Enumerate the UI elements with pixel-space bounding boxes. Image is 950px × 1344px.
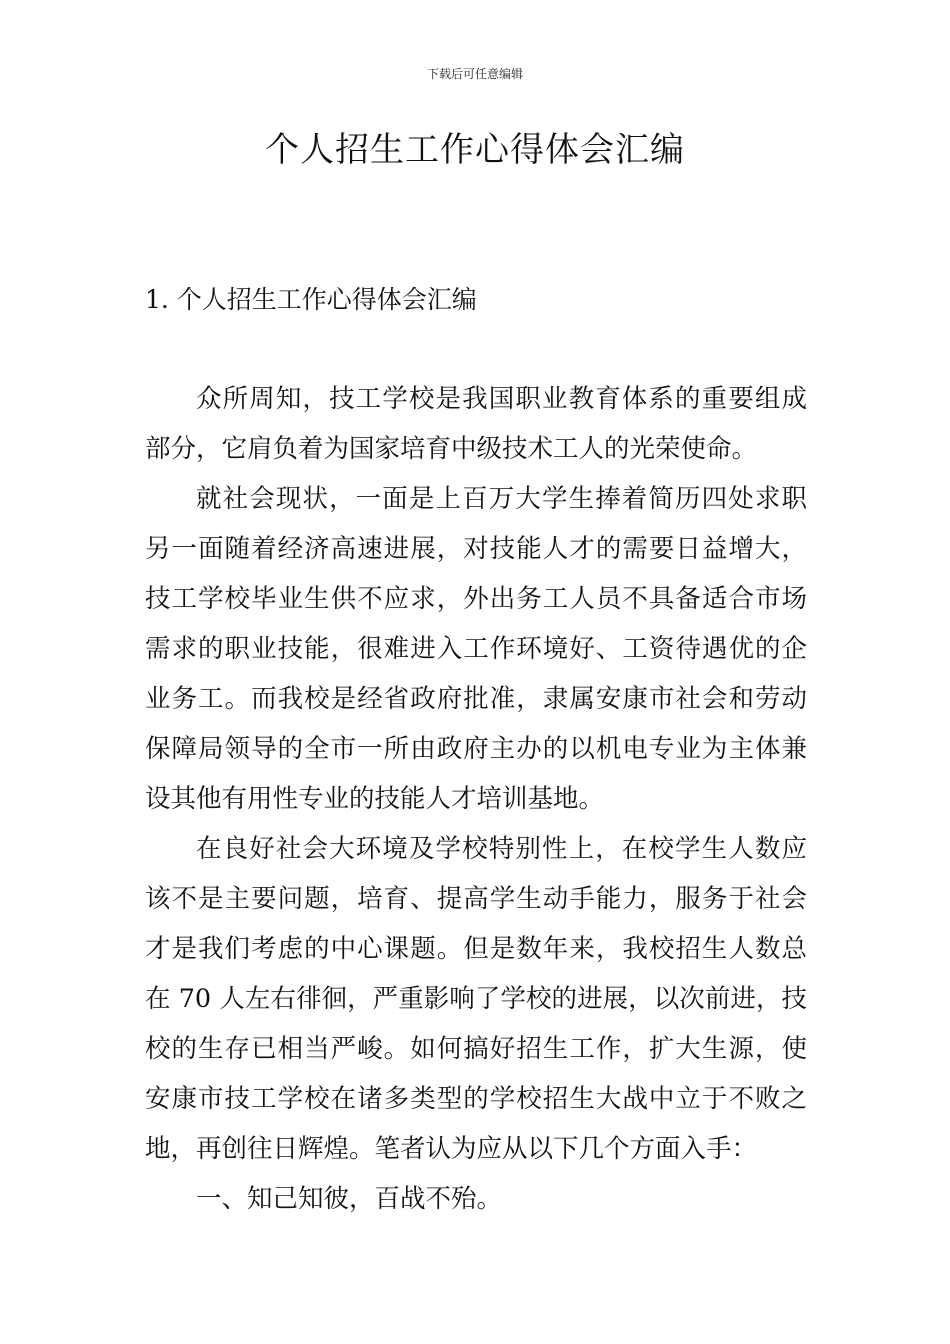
header-note: 下载后可任意编辑 [426, 67, 523, 81]
paragraph: 一、知己知彼，百战不殆。 [196, 1184, 503, 1214]
paragraph: 在良好社会大环境及学校特别性上，在校学生人数应该不是主要问题，培育、提高学生动手能力，服务于社会才是我们考虑的中心课题。但是数年来，我校招生人数总在 70 人左右徘徊，严重影响了学校的进展，以次前进，技校的生存已相当严峻。如何搞好招生工作，扩大生源，使安康市技工学校在诸多类型的学校招生大战中立于不败之地，再创往日辉煌。笔者认为应从以下几个方面入手： [145, 834, 807, 1164]
paragraph: 众所周知，技工学校是我国职业教育体系的重要组成部分，它肩负着为国家培育中级技术工人的光荣使命。 [145, 384, 807, 464]
paragraph: 就社会现状，一面是上百万大学生捧着简历四处求职另一面随着经济高速进展，对技能人才的需要日益增大，技工学校毕业生供不应求，外出务工人员不具备适合市场需求的职业技能，很难进入工作环境好、工资待遇优的企业务工。而我校是经省政府批准，隶属安康市社会和劳动保障局领导的全市一所由政府主办的以机电专业为主体兼设其他有用性专业的技能人才培训基地。 [145, 484, 807, 814]
section-heading: 1. 个人招生工作心得体会汇编 [145, 285, 477, 314]
document-title: 个人招生工作心得体会汇编 [265, 130, 685, 170]
document-body [145, 374, 807, 1224]
